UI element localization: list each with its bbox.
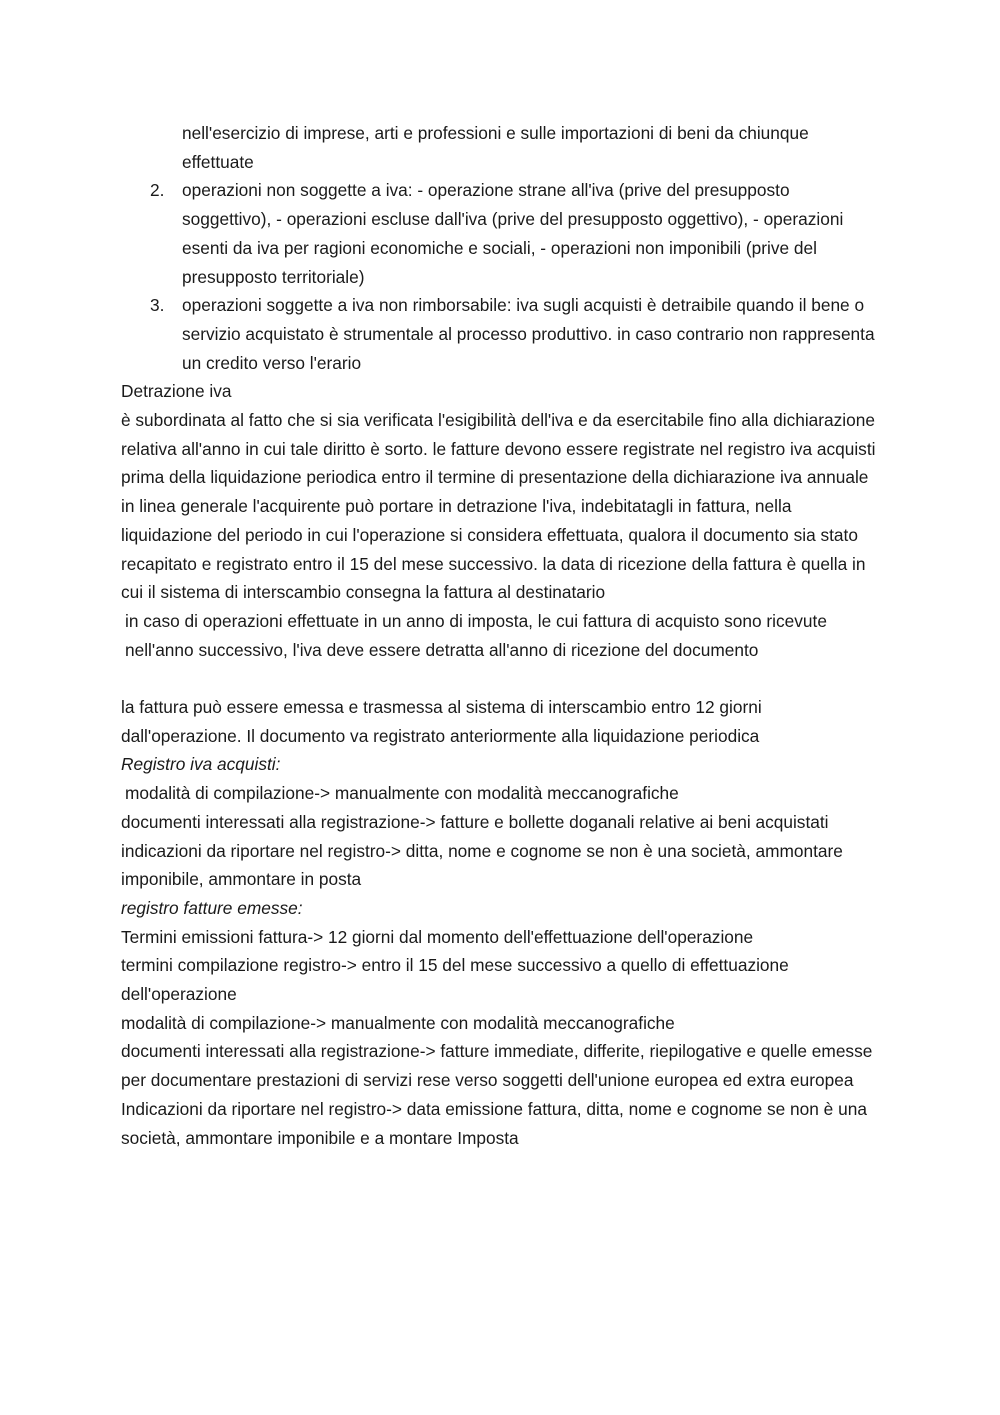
detail-line: Indicazioni da riportare nel registro-> data emissione fattura, ditta, nome e cognome se non è una società, ammontare imponibile e a montare Imposta bbox=[121, 1098, 867, 1148]
section-heading-registro-emesse: registro fatture emesse: bbox=[121, 897, 303, 918]
list-item-number: 3. bbox=[150, 295, 165, 316]
list-item bbox=[121, 291, 881, 377]
section-heading-detrazione: Detrazione iva bbox=[121, 381, 232, 402]
detail-line: modalità di compilazione-> manualmente con modalità meccanografiche bbox=[125, 783, 679, 804]
numbered-list bbox=[121, 176, 881, 377]
detail-line: documenti interessati alla registrazione-> fatture e bollette doganali relative ai beni acquistati bbox=[121, 811, 829, 832]
section-heading-registro-acquisti: Registro iva acquisti: bbox=[121, 754, 281, 775]
detail-line: documenti interessati alla registrazione-> fatture immediate, differite, riepilogative e quelle emesse per documentare prestazioni di servizi rese verso soggetti dell'unione europea ed extra europea bbox=[121, 1041, 873, 1091]
detail-line: modalità di compilazione-> manualmente con modalità meccanografiche bbox=[121, 1012, 675, 1033]
list-item-number: 2. bbox=[150, 180, 165, 201]
document-body bbox=[121, 119, 881, 1152]
detail-line: termini compilazione registro-> entro il 15 del mese successivo a quello di effettuazione dell'operazione bbox=[121, 955, 789, 1005]
paragraph: in caso di operazioni effettuate in un anno di imposta, le cui fattura di acquisto sono ricevute nell'anno successivo, l'iva deve essere detratta all'anno di ricezione del documento bbox=[125, 610, 827, 660]
paragraph: è subordinata al fatto che si sia verificata l'esigibilità dell'iva e da esercitabile fino alla dichiarazione relativa all'anno in cui tale diritto è sorto. le fatture devono essere registrate nel registro iva acquisti prima della liquidazione periodica entro il termine di presentazione della dichiarazione iva annuale bbox=[121, 410, 876, 488]
list-item-continuation: nell'esercizio di imprese, arti e professioni e sulle importazioni di beni da chiunque effettuate bbox=[182, 123, 809, 172]
paragraph: in linea generale l'acquirente può portare in detrazione l'iva, indebitatagli in fattura, nella liquidazione del periodo in cui l'operazione si considera effettuata, qualora il documento sia stato recapitato e registrato entro il 15 del mese successivo. la data di ricezione della fattura è quella in cui il sistema di interscambio consegna la fattura al destinatario bbox=[121, 496, 866, 603]
list-item-text: operazioni soggette a iva non rimborsabile: iva sugli acquisti è detraibile quando il bene o servizio acquistato è strumentale al processo produttivo. in caso contrario non rappresenta un credito verso l'erario bbox=[182, 295, 875, 373]
paragraph: la fattura può essere emessa e trasmessa al sistema di interscambio entro 12 giorni dall'operazione. Il documento va registrato anteriormente alla liquidazione periodica bbox=[121, 697, 762, 746]
list-item bbox=[121, 176, 881, 291]
detail-line: Termini emissioni fattura-> 12 giorni dal momento dell'effettuazione dell'operazione bbox=[121, 926, 754, 947]
list-item-text: operazioni non soggette a iva: - operazione strane all'iva (prive del presupposto soggettivo), - operazioni escluse dall'iva (prive del presupposto oggettivo), - operazioni esenti da iva per ragioni economiche e sociali, - operazioni non imponibili (prive del presupposto territoriale) bbox=[182, 180, 844, 287]
blank-line bbox=[121, 664, 881, 693]
detail-line: indicazioni da riportare nel registro-> ditta, nome e cognome se non è una società, ammontare imponibile, ammontare in posta bbox=[121, 840, 843, 890]
